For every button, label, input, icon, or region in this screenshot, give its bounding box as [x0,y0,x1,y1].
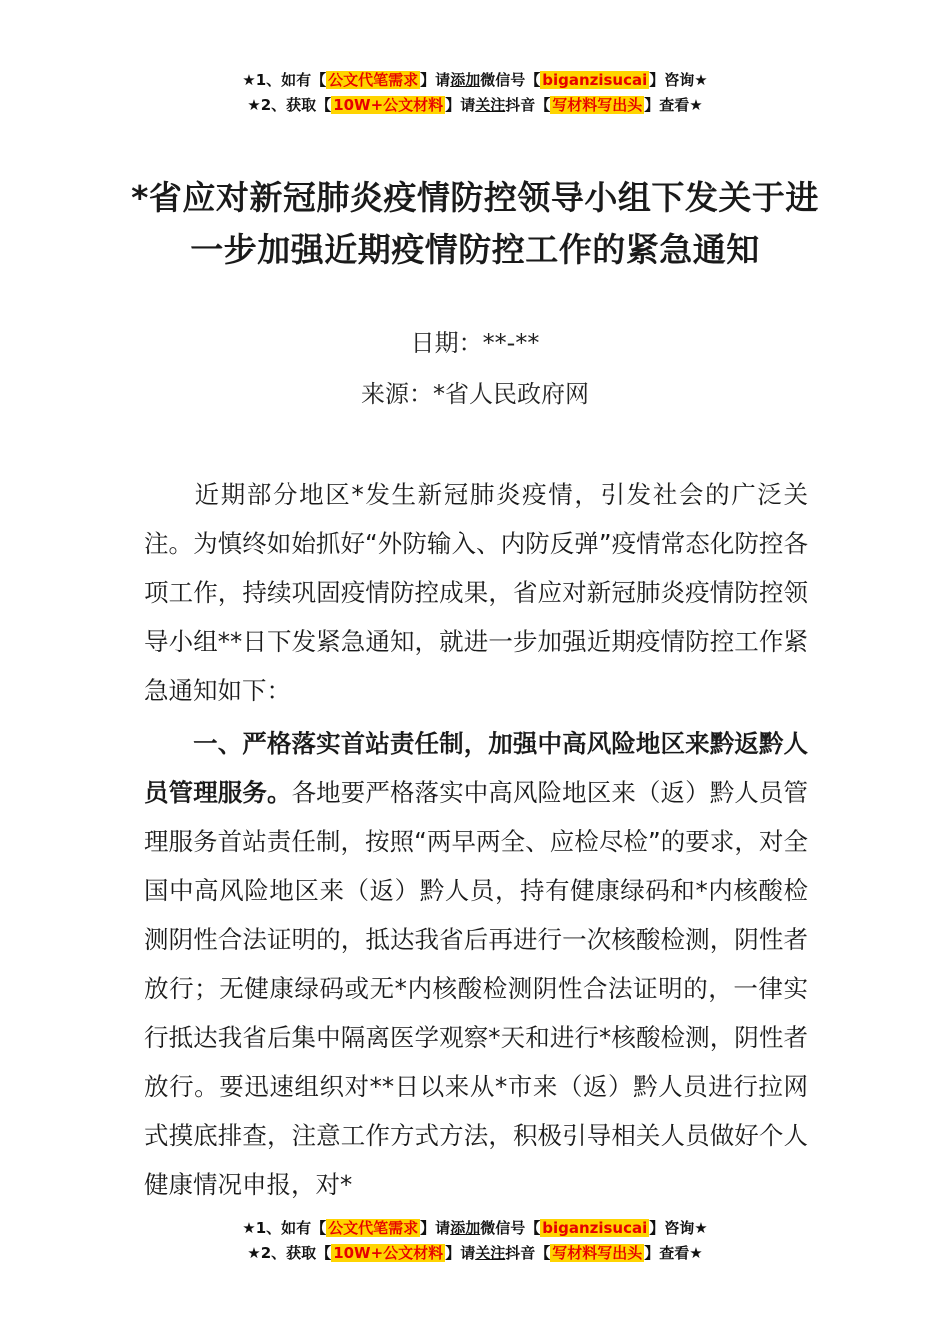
promo-text: 】请 [445,1244,476,1262]
promo-highlight-wechat-id: biganzisucai [542,71,648,89]
promo-text: 】请 [445,96,476,114]
promo-text: 】请 [420,71,451,89]
promo-underlined: 添加 [450,71,481,89]
promo-text: 抖音【 [505,1244,551,1262]
promo-highlight-douyin-id: 写材料写出头 [552,96,643,114]
promo-text: 】咨询★ [649,71,708,89]
document-title: *省应对新冠肺炎疫情防控领导小组下发关于进一步加强近期疫情防控工作的紧急通知 [131,178,819,269]
promo-text: ★2、获取【 [247,1244,332,1262]
promo-highlight: 10W+公文材料 [333,1244,444,1262]
promo-line-1 [0,1216,950,1241]
promo-text: 抖音【 [505,96,551,114]
promo-text: 】查看★ [644,1244,703,1262]
section-heading: 一、严格落实首站责任制，加强中高风险地区来黔返黔人员管理服务。 [144,729,808,807]
paragraph-text: 近期部分地区*发生新冠肺炎疫情，引发社会的广泛关注。为慎终如始抓好“外防输入、内防反弹”疫情常态化防控各项工作，持续巩固疫情防控成果，省应对新冠肺炎疫情防控领导小组**日下发紧急通知，就进一步加强近期疫情防控工作紧急通知如下： [144,480,808,705]
paragraph-text: 各地要严格落实中高风险地区来（返）黔人员管理服务首站责任制，按照“两早两全、应检尽检”的要求，对全国中高风险地区来（返）黔人员，持有健康绿码和*内核酸检测阴性合法证明的，抵达我省后再进行一次核酸检测，阴性者放行；无健康绿码或无*内核酸检测阴性合法证明的，一律实行抵达我省后集中隔离医学观察*天和进行*核酸检测，阴性者放行。要迅速组织对**日以来从*市来（返）黔人员进行拉网式摸底排查，注意工作方式方法，积极引导相关人员做好个人健康情况申报，对* [144,778,808,1199]
promo-text: ★1、如有【 [242,1219,327,1237]
promo-text: 】请 [420,1219,451,1237]
promo-text: 微信号【 [480,71,541,89]
promo-highlight-douyin-id: 写材料写出头 [552,1244,643,1262]
promo-highlight: 10W+公文材料 [333,96,444,114]
promo-text: 】咨询★ [649,1219,708,1237]
promo-underlined: 关注 [475,1244,506,1262]
document-source: 来源：*省人民政府网 [361,380,589,408]
promo-underlined: 添加 [450,1219,481,1237]
promo-text: 微信号【 [480,1219,541,1237]
promo-text: 】查看★ [644,96,703,114]
paragraph-intro [144,470,808,715]
promo-highlight: 公文代笔需求 [328,71,419,89]
document-date: 日期：**-** [410,329,540,357]
promo-line-2 [0,1241,950,1266]
top-promo-banner [0,68,950,118]
promo-highlight-wechat-id: biganzisucai [542,1219,648,1237]
promo-line-1 [0,68,950,93]
promo-underlined: 关注 [475,96,506,114]
promo-line-2 [0,93,950,118]
promo-highlight: 公文代笔需求 [328,1219,419,1237]
promo-text: ★1、如有【 [242,71,327,89]
promo-text: ★2、获取【 [247,96,332,114]
bottom-promo-banner [0,1216,950,1266]
paragraph-section-1 [144,719,808,1209]
